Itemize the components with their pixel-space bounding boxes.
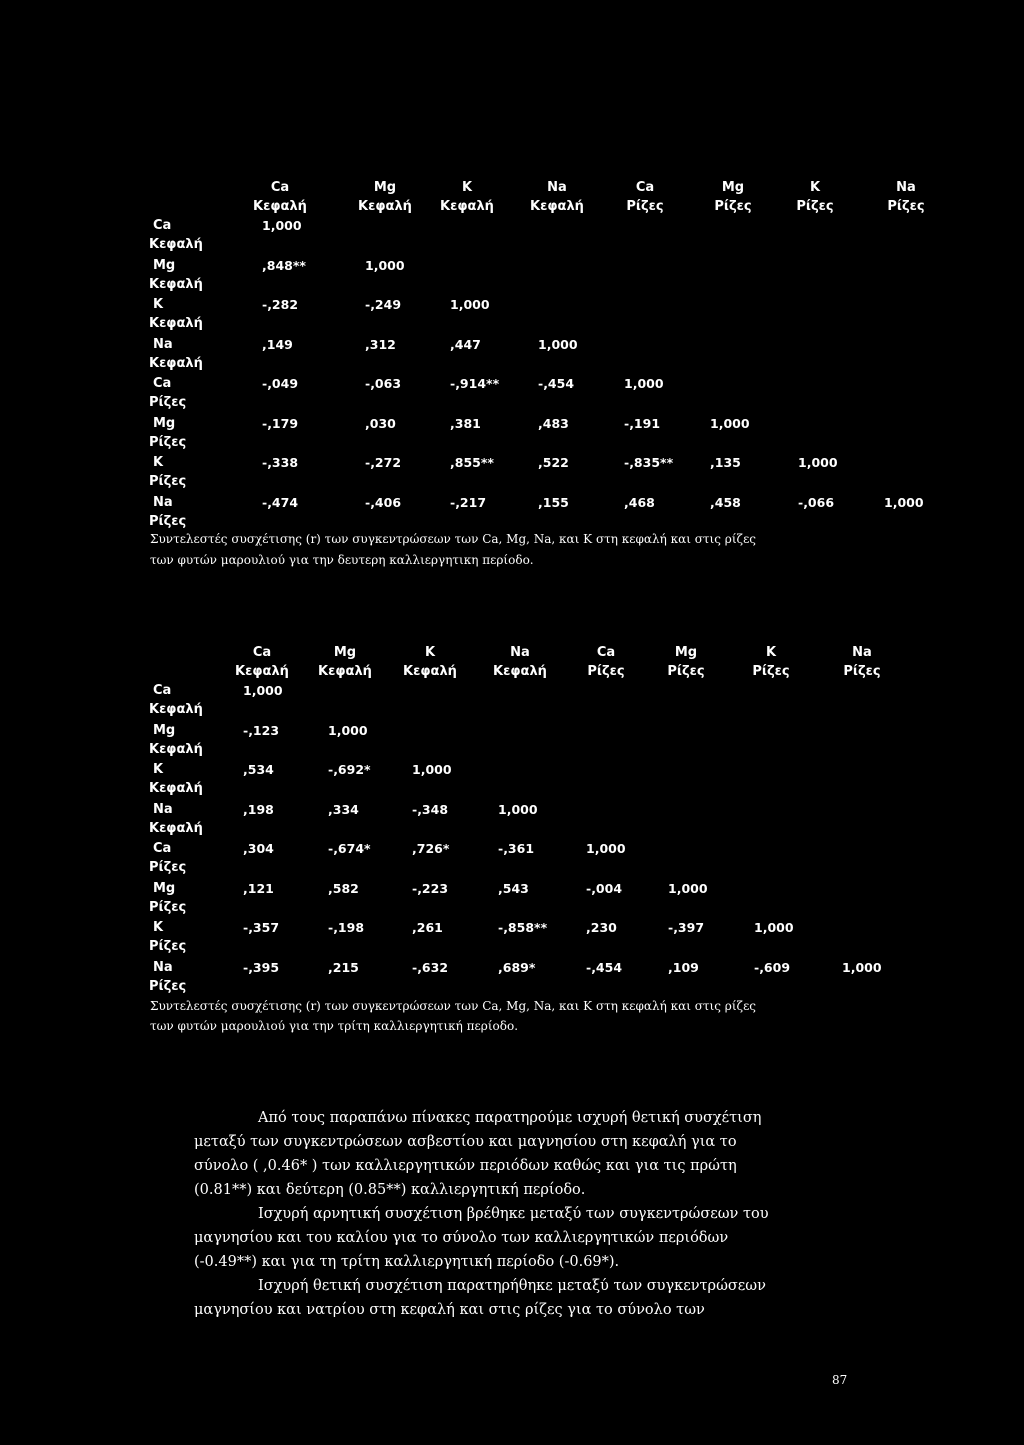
correlation-value: ,582	[328, 880, 359, 896]
row-label-part: Κεφαλή	[149, 820, 203, 836]
correlation-value: ,468	[624, 494, 655, 510]
column-header-part: Κεφαλή	[440, 199, 494, 214]
correlation-value: 1,000	[262, 218, 302, 233]
correlation-value: -,395	[243, 959, 280, 975]
row-label-part: Ρίζες	[149, 434, 187, 450]
correlation-value: ,483	[538, 415, 569, 431]
correlation-value: -,004	[586, 880, 623, 896]
correlation-value: 1,000	[798, 455, 838, 470]
correlation-value: -,406	[365, 494, 402, 510]
correlation-value: 1,000	[754, 920, 794, 935]
correlation-value: -,674*	[328, 841, 371, 856]
column-header-part: Κεφαλή	[235, 664, 289, 679]
correlation-value: 1,000	[842, 959, 882, 975]
table2-caption-line1: Συντελεστές συσχέτισης (r) των συγκεντρώσεων των Ca, Mg, Na, και K στη κεφαλή και στις ρίζες	[150, 999, 756, 1013]
correlation-value: 1,000	[586, 841, 626, 856]
correlation-value: -,454	[538, 376, 575, 391]
correlation-value: -,338	[262, 455, 299, 470]
row-label-element: K	[153, 455, 164, 470]
row-label-element: Mg	[153, 257, 176, 273]
correlation-value: 1,000	[884, 494, 924, 510]
column-header-part: Κεφαλή	[318, 664, 372, 679]
row-label-part: Κεφαλή	[149, 355, 203, 371]
correlation-value: -,191	[624, 415, 661, 431]
row-label-element: Mg	[153, 415, 176, 431]
correlation-value: -,858**	[498, 920, 548, 935]
column-header-part: Ρίζες	[667, 664, 705, 679]
correlation-value: -,198	[328, 920, 365, 935]
row-label-part: Ρίζες	[149, 474, 187, 489]
correlation-value: ,304	[243, 841, 274, 856]
row-label-part: Ρίζες	[149, 860, 187, 875]
correlation-value: -,835**	[624, 455, 674, 470]
row-label-element: Na	[153, 494, 173, 510]
correlation-value: -,063	[365, 376, 402, 391]
row-label-element: Ca	[153, 376, 172, 391]
row-label-element: K	[153, 920, 164, 935]
correlation-value: ,121	[243, 880, 274, 896]
correlation-value: ,155	[538, 494, 569, 510]
row-label-element: Ca	[153, 841, 172, 856]
row-label-part: Ρίζες	[149, 939, 187, 954]
row-label-part: Κεφαλή	[149, 237, 203, 252]
correlation-value: -,272	[365, 455, 402, 470]
row-label-element: K	[153, 762, 164, 777]
correlation-value: ,855**	[450, 455, 494, 470]
correlation-value: -,632	[412, 959, 449, 975]
correlation-value: -,249	[365, 297, 402, 312]
column-header-part: Ρίζες	[843, 664, 881, 679]
table1-caption-line1: Συντελεστές συσχέτισης (r) των συγκεντρώσεων των Ca, Mg, Na, και K στη κεφαλή και στις ρίζες	[150, 532, 756, 546]
table1-caption-line2: των φυτών μαρουλιού για την δευτερη καλλιεργητικη περίοδο.	[150, 553, 534, 567]
correlation-value: -,914**	[450, 376, 500, 391]
correlation-value: -,066	[798, 494, 835, 510]
column-header-part: Ρίζες	[796, 199, 834, 214]
correlation-value: 1,000	[412, 762, 452, 777]
column-header-element: K	[765, 645, 777, 660]
column-header-element: Mg	[721, 180, 745, 195]
row-label-part: Κεφαλή	[149, 781, 203, 796]
correlation-value: 1,000	[450, 297, 490, 312]
row-label-element: Mg	[153, 722, 176, 738]
paragraph-line: Από τους παραπάνω πίνακες παρατηρούμε ισχυρή θετική συσχέτιση	[258, 1110, 762, 1126]
column-header-element: K	[424, 645, 436, 660]
correlation-value: 1,000	[328, 722, 368, 738]
correlation-value: ,030	[365, 415, 396, 431]
table2-caption-line2: των φυτών μαρουλιού για την τρίτη καλλιεργητική περίοδο.	[150, 1019, 519, 1033]
correlation-value: -,049	[262, 376, 299, 391]
row-label-element: Na	[153, 801, 173, 817]
row-label-element: K	[153, 297, 164, 312]
correlation-value: ,543	[498, 880, 529, 896]
row-label-element: Na	[153, 959, 173, 975]
correlation-value: -,474	[262, 494, 299, 510]
correlation-value: 1,000	[710, 415, 750, 431]
correlation-value: -,123	[243, 722, 280, 738]
correlation-value: 1,000	[538, 336, 578, 352]
paragraph-line: μαγνησίου και νατρίου στη κεφαλή και στις ρίζες για το σύνολο των	[194, 1302, 705, 1318]
correlation-value: 1,000	[243, 683, 283, 698]
paragraph-line: (0.81**) και δεύτερη (0.85**) καλλιεργητική περίοδο.	[194, 1182, 586, 1198]
paragraph-line: μαγνησίου και του καλίου για το σύνολο των καλλιεργητικών περιόδων	[194, 1230, 729, 1246]
correlation-value: -,361	[498, 841, 535, 856]
column-header-element: Mg	[674, 645, 698, 660]
correlation-value: 1,000	[668, 880, 708, 896]
paragraph-line: μεταξύ των συγκεντρώσεων ασβεστίου και μαγνησίου στη κεφαλή για το	[194, 1134, 737, 1150]
row-label-part: Ρίζες	[149, 395, 187, 410]
row-label-part: Κεφαλή	[149, 316, 203, 331]
correlation-value: -,348	[412, 801, 449, 817]
row-label-part: Κεφαλή	[149, 741, 203, 757]
column-header-element: K	[809, 180, 821, 195]
column-header-element: Ca	[270, 180, 290, 195]
row-label-part: Ρίζες	[149, 899, 187, 915]
correlation-value: -,217	[450, 494, 487, 510]
column-header-element: Ca	[635, 180, 655, 195]
correlation-value: -,609	[754, 959, 791, 975]
column-header-part: Κεφαλή	[403, 664, 457, 679]
correlation-value: ,522	[538, 455, 569, 470]
column-header-element: Na	[510, 645, 530, 660]
paragraph-line: Ισχυρή αρνητική συσχέτιση βρέθηκε μεταξύ των συγκεντρώσεων του	[258, 1206, 769, 1222]
column-header-element: Na	[852, 645, 872, 660]
correlation-value: ,230	[586, 920, 617, 935]
correlation-value: ,149	[262, 336, 293, 352]
column-header-part: Ρίζες	[587, 664, 625, 679]
column-header-part: Κεφαλή	[253, 199, 307, 214]
column-header-element: Ca	[252, 645, 272, 660]
row-label-element: Ca	[153, 683, 172, 698]
correlation-value: ,689*	[498, 959, 536, 975]
correlation-value: ,726*	[412, 841, 450, 856]
column-header-element: Na	[896, 180, 916, 195]
row-label-element: Mg	[153, 880, 176, 896]
correlation-value: 1,000	[498, 801, 538, 817]
correlation-value: ,848**	[262, 257, 306, 273]
correlation-value: 1,000	[365, 257, 405, 273]
correlation-value: ,215	[328, 959, 359, 975]
correlation-value: ,334	[328, 801, 359, 817]
column-header-element: Mg	[333, 645, 357, 660]
column-header-element: Mg	[373, 180, 397, 195]
correlation-value: -,454	[586, 959, 623, 975]
correlation-value: -,223	[412, 880, 449, 896]
column-header-part: Ρίζες	[887, 199, 925, 214]
correlation-value: -,282	[262, 297, 299, 312]
column-header-element: Na	[547, 180, 567, 195]
correlation-value: -,357	[243, 920, 280, 935]
correlation-value: 1,000	[624, 376, 664, 391]
page-number: 87	[832, 1373, 848, 1387]
correlation-value: ,381	[450, 415, 481, 431]
row-label-part: Κεφαλή	[149, 276, 203, 292]
correlation-value: ,198	[243, 801, 274, 817]
correlation-value: ,447	[450, 336, 481, 352]
paragraph-line: Ισχυρή θετική συσχέτιση παρατηρήθηκε μεταξύ των συγκεντρώσεων	[258, 1278, 766, 1294]
correlation-value: ,534	[243, 762, 274, 777]
correlation-value: -,397	[668, 920, 705, 935]
correlation-value: -,179	[262, 415, 299, 431]
column-header-element: Ca	[596, 645, 616, 660]
row-label-part: Ρίζες	[149, 513, 187, 529]
paragraph-line: σύνολο ( ,0.46* ) των καλλιεργητικών περιόδων καθώς και για τις πρώτη	[194, 1158, 737, 1174]
correlation-value: -,692*	[328, 762, 371, 777]
row-label-part: Κεφαλή	[149, 702, 203, 717]
column-header-part: Κεφαλή	[358, 199, 412, 214]
row-label-element: Na	[153, 336, 173, 352]
column-header-element: K	[461, 180, 473, 195]
paragraph-line: (-0.49**) και για τη τρίτη καλλιεργητική περίοδο (-0.69*).	[194, 1254, 620, 1270]
row-label-part: Ρίζες	[149, 978, 187, 994]
column-header-part: Ρίζες	[714, 199, 752, 214]
row-label-element: Ca	[153, 218, 172, 233]
column-header-part: Κεφαλή	[530, 199, 584, 214]
correlation-value: ,109	[668, 959, 699, 975]
correlation-value: ,458	[710, 494, 741, 510]
column-header-part: Ρίζες	[626, 199, 664, 214]
column-header-part: Ρίζες	[752, 664, 790, 679]
correlation-value: ,312	[365, 336, 396, 352]
correlation-value: ,135	[710, 455, 741, 470]
column-header-part: Κεφαλή	[493, 664, 547, 679]
correlation-value: ,261	[412, 920, 443, 935]
